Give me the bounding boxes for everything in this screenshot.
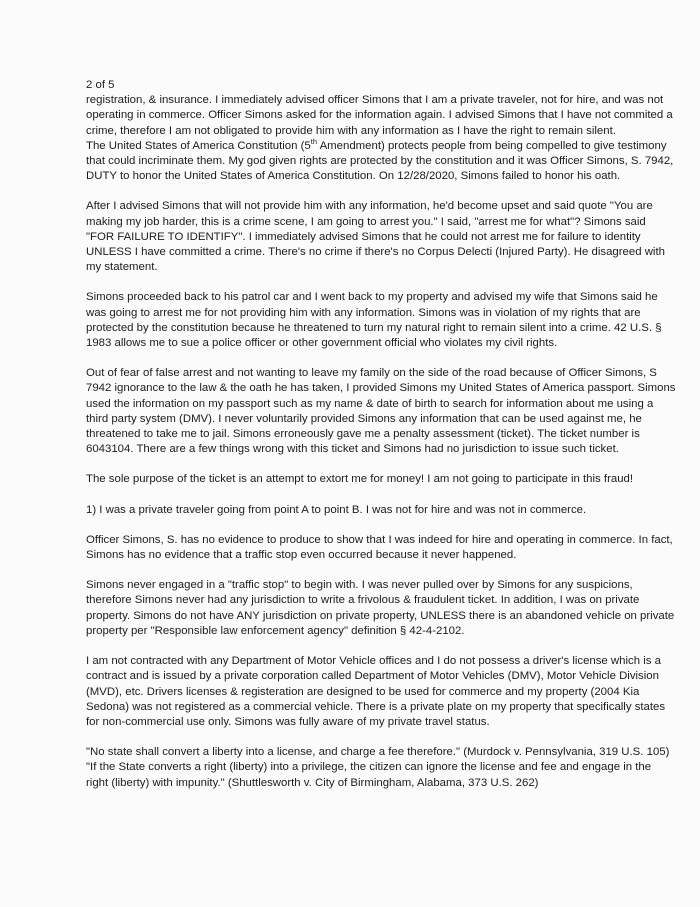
page-number: 2 of 5: [86, 79, 115, 91]
constitution-text-after: Amendment) protects people from being compelled to give testimony that could incriminate them. My god given rights are protected by the constitution and it was Officer Simons, S. 7942, DUTY to honor the United States of America Constitution. On 12/28/2020, Simons failed to honor his oath.: [86, 139, 674, 183]
quote-murdock: "No state shall convert a liberty into a license, and charge a fee therefore." (Murdock v. Pennsylvania, 319 U.S. 105): [86, 746, 670, 759]
paragraph-extortion: The sole purpose of the ticket is an attempt to extort me for money! I am not going to participate in this fraud!: [86, 473, 634, 486]
constitution-text-before: The United States of America Constitution (5: [86, 139, 311, 152]
paragraph-refusal-text: registration, & insurance. I immediately advised officer Simons that I am a private traveler, not for hire, and was not operating in commerce. Officer Simons asked for the information again. I advised Simons that I have not commited a crime, therefore I am not obligated to provide him with any information as I have the right to remain silent.: [86, 94, 673, 137]
paragraph-point-1: 1) I was a private traveler going from point A to point B. I was not for hire and was not in commerce.: [86, 503, 587, 516]
paragraph-no-evidence: Officer Simons, S. has no evidence to produce to show that I was indeed for hire and operating in commerce. In fact, Simons has no evidence that a traffic stop even occurred because it never happened.: [86, 533, 673, 562]
paragraph-patrol-car: Simons proceeded back to his patrol car and I went back to my property and advised my wife that Simons said he was going to arrest me for not providing him with any information. Simons was in violation of my rights that are protected by the constitution because he threatened to turn my natural right to remain silent into a crime. 42 U.S. § 1983 allows me to sue a police officer or other government official who violates my civil rights.: [86, 291, 662, 350]
paragraph-private-property: Simons never engaged in a "traffic stop" to begin with. I was never pulled over by Simons for any suspicions, therefore Simons never had any jurisdiction to write a frivolous & fraudulent ticket. In addition, I was on private property. Simons do not have ANY jurisdiction on private property, UNLESS there is an abandoned vehicle on private property per "Responsible law enforcement agency" definition § 42-4-2102.: [86, 579, 675, 637]
quote-shuttlesworth: "If the State converts a right (liberty) into a privilege, the citizen can ignore the license and fee and engage in the right (liberty) with impunity." (Shuttlesworth v. City of Birmingham, Alabama, 373 U.S. 262): [86, 761, 652, 789]
paragraph-passport: Out of fear of false arrest and not wanting to leave my family on the side of the road because of Officer Simons, S 7942 ignorance to the law & the oath he has taken, I provided Simons my United States of America passport. Simons used the information on my passport such as my name & date of birth to search for information about me using a third party system (DMV). I never voluntarily provided Simons any information that can be used against me, he threatened to take me to jail. Simons erroneously gave me a penalty assessment (ticket). The ticket number is 6043104. There are a few things wrong with this ticket and Simons had no jurisdiction to issue such ticket.: [86, 367, 676, 456]
paragraph-refusal: [86, 93, 676, 184]
paragraph-arrest-threat: After I advised Simons that will not provide him with any information, he'd become upset and said quote "You are making my job harder, this is a crime scene, I am going to arrest you." I said, "arrest me for what"? Simons said "FOR FAILURE TO IDENTIFY". I immediately advised Simons that he could not arrest me for failure to identity UNLESS I have committed a crime. There's no crime if there's no Corpus Delecti (Injured Party). He disagreed with my statement.: [86, 200, 665, 274]
superscript-th: th: [310, 137, 318, 147]
paragraph-dmv-contract: I am not contracted with any Department of Motor Vehicle offices and I do not possess a driver's license which is a contract and is issued by a private corporation called Department of Motor Vehicles (DMV), Motor Vehicle Division (MVD), etc. Drivers licenses & registeration are designed to be used for commerce and my property (2004 Kia Sedona) was not registered as a commercial vehicle. There is a private plate on my property that specifically states for non-commercial use only. Simons was fully aware of my private travel status.: [86, 655, 666, 728]
